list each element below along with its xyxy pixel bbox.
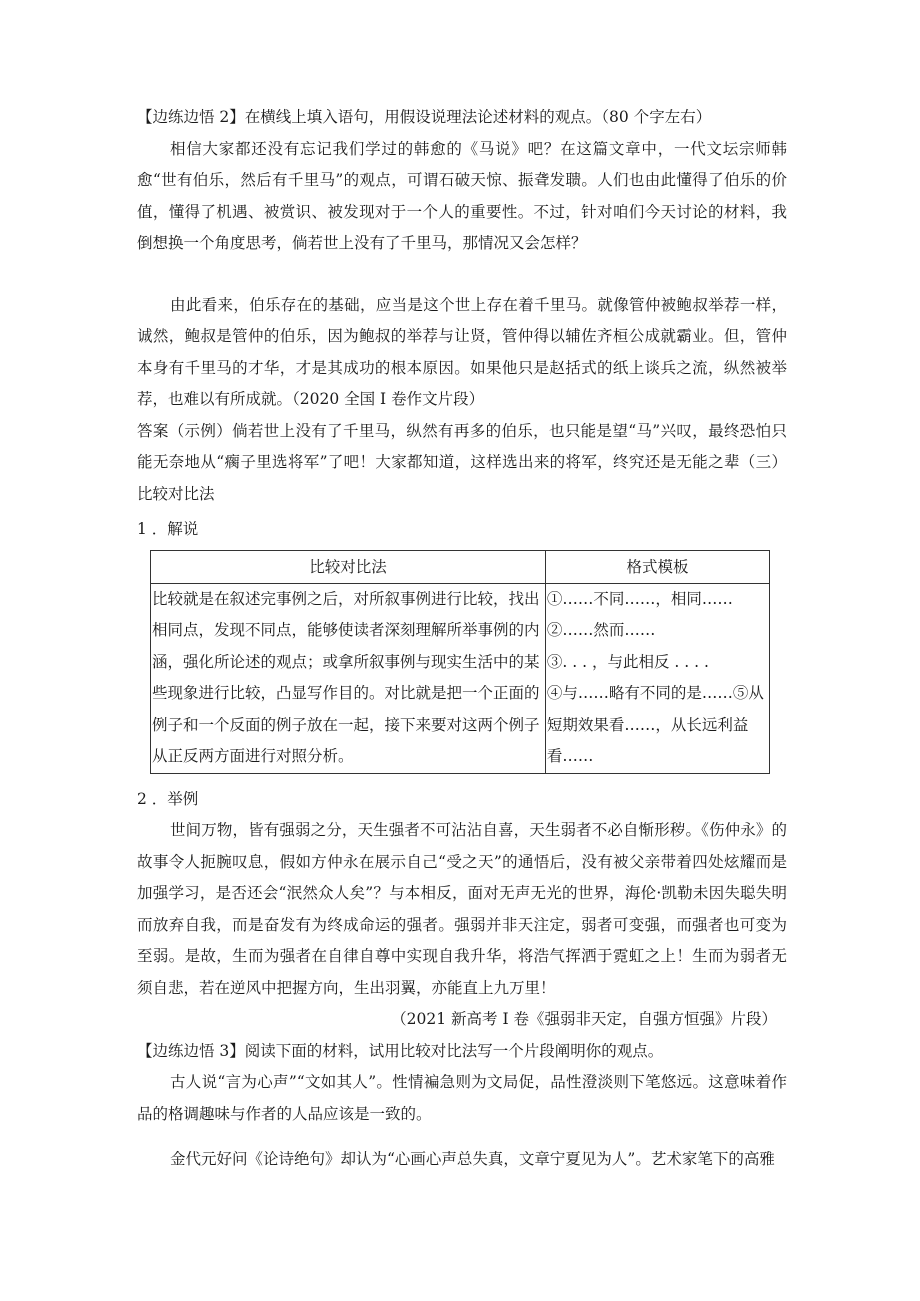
document-body bbox=[137, 102, 787, 1176]
template-line: ②……然而…… bbox=[546, 621, 656, 639]
exercise-2-answer: 答案（示例）倘若世上没有了千里马，纵然有再多的伯乐，也只能是望“马”兴叹，最终恐怕只能无奈地从“瘸子里选将军”了吧！大家都知道，这样选出来的将军，终究还是无能之辈（三）比较对比法 bbox=[137, 421, 787, 503]
template-line: 短期效果看……，从长远利益 bbox=[546, 715, 749, 734]
method-description-cell bbox=[151, 583, 546, 773]
exercise-2-paragraph-2: 由此看来，伯乐存在的基础，应当是这个世上存在着千里马。就像管仲被鲍叔举荐一样，诚然，鲍叔是管仲的伯乐，因为鲍叔的举荐与让贤，管仲得以辅佐齐桓公成就霸业。但，管仲本身有千里马的才华，才是其成功的根本原因。如果他只是赵括式的纸上谈兵之流，纵然被举荐，也难以有所成就。（2020 全国 I 卷作文片段） bbox=[137, 295, 787, 408]
exercise-3-heading: 【边练边悟 3】阅读下面的材料，试用比较对比法写一个片段阐明你的观点。 bbox=[137, 1041, 664, 1060]
blank-fill-line bbox=[137, 260, 787, 290]
description-line: 相同点，发现不同点，能够使读者深刻理解所举事例的内 bbox=[152, 621, 540, 639]
description-line: 涵，强化所论述的观点；或拿所叙事例与现实生活中的某 bbox=[152, 652, 540, 671]
template-line: 看…… bbox=[546, 747, 594, 765]
description-line: 些现象进行比较，凸显写作目的。对比就是把一个正面的 bbox=[152, 684, 540, 702]
template-line: ④与……略有不同的是……⑤从 bbox=[546, 684, 764, 702]
section-1-title: 1 ．解说 bbox=[137, 520, 199, 538]
description-line: 从正反两方面进行对照分析。 bbox=[152, 747, 354, 765]
section-2-title: 2 ．举例 bbox=[137, 789, 199, 808]
template-line: ③. . . ，与此相反 . . . . bbox=[546, 652, 709, 671]
comparison-method-table bbox=[150, 550, 770, 774]
exercise-2-heading: 【边练边悟 2】在横线上填入语句，用假设说理法论述材料的观点。（80 个字左右） bbox=[137, 108, 712, 126]
table-header-method: 比较对比法 bbox=[151, 550, 546, 583]
description-line: 比较就是在叙述完事例之后，对所叙事例进行比较，找出 bbox=[152, 589, 540, 608]
paragraph-spacer bbox=[137, 1130, 787, 1144]
example-source: （2021 新高考 I 卷《强弱非天定，自强方恒强》片段） bbox=[391, 1010, 777, 1028]
exercise-3-paragraph-1: 古人说“言为心声”“文如其人”。性情褊急则为文局促，品性澄淡则下笔悠远。这意味着作品的格调趣味与作者的人品应该是一致的。 bbox=[137, 1073, 787, 1123]
description-line: 例子和一个反面的例子放在一起，接下来要对这两个例子 bbox=[152, 715, 540, 734]
exercise-2-paragraph-1: 相信大家都还没有忘记我们学过的韩愈的《马说》吧？在这篇文章中，一代文坛宗师韩愈“世有伯乐，然后有千里马”的观点，可谓石破天惊、振聋发聩。人们也由此懂得了伯乐的价值，懂得了机遇、被赏识、被发现对于一个人的重要性。不过，针对咱们今天讨论的材料，我倒想换一个角度思考，倘若世上没有了千里马，那情况又会怎样？ bbox=[137, 139, 787, 252]
template-cell bbox=[545, 583, 769, 773]
template-line: ①……不同……，相同…… bbox=[546, 589, 733, 608]
exercise-3-paragraph-2: 金代元好问《论诗绝句》却认为“心画心声总失真，文章宁夏见为人”。艺术家笔下的高雅 bbox=[170, 1150, 775, 1168]
table-row bbox=[151, 583, 770, 773]
table-header-row bbox=[151, 550, 770, 583]
example-paragraph: 世间万物，皆有强弱之分，天生强者不可沾沾自喜，天生弱者不必自惭形秽。《伤仲永》的故事令人扼腕叹息，假如方仲永在展示自己“受之天”的通悟后，没有被父亲带着四处炫耀而是加强学习，是否还会“泯然众人矣”？与本相反，面对无声无光的世界，海伦·凯勒未因失聪失明而放弃自我，而是奋发有为终成命运的强者。强弱并非天注定，弱者可变强，而强者也可变为至弱。是故，生而为强者在自律自尊中实现自我升华，将浩气挥洒于霓虹之上！生而为弱者无须自悲，若在逆风中把握方向，生出羽翼，亦能直上九万里！ bbox=[137, 821, 787, 997]
table-header-template: 格式模板 bbox=[545, 550, 769, 583]
